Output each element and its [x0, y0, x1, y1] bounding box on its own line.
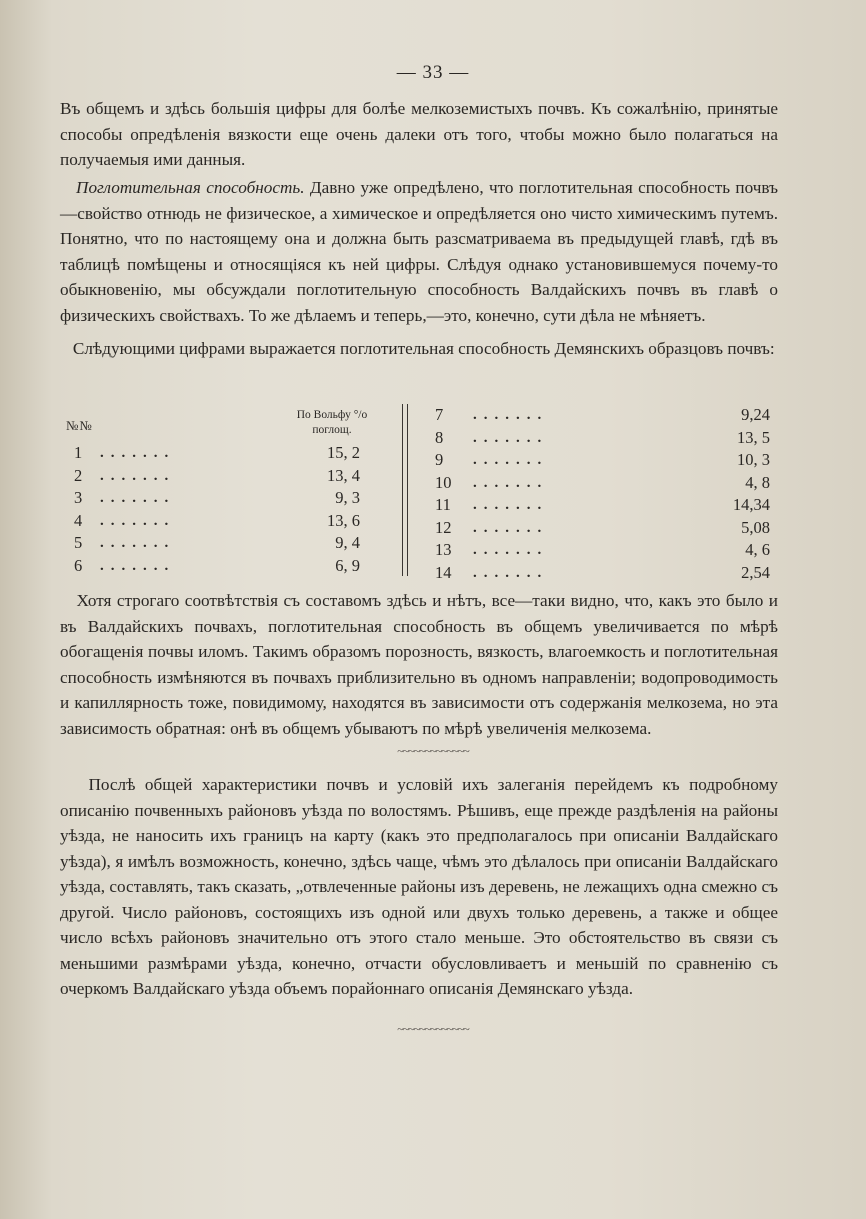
table-row: [435, 494, 780, 517]
table-row: [60, 532, 400, 555]
table-row: [60, 510, 400, 533]
leader-dots: .......: [100, 557, 176, 574]
table-row: [60, 487, 400, 510]
table-row: [60, 465, 400, 488]
absorption-value: 13, 6: [327, 510, 360, 530]
absorption-value: 10, 3: [737, 450, 770, 469]
leader-dots: .......: [473, 407, 549, 423]
section-title-absorption: Поглотительная способность.: [76, 178, 305, 197]
paragraph-table-intro-text: Слѣдующими цифрами выражается поглотительная способность Демянскихъ образцовъ почвъ:: [72, 339, 775, 358]
sample-number: 11: [435, 495, 451, 514]
sample-number: 4: [74, 510, 83, 530]
table-row: [435, 449, 780, 472]
leader-dots: .......: [100, 490, 176, 506]
absorption-value: 5,08: [741, 517, 770, 537]
absorption-value: 2,54: [741, 562, 770, 582]
absorption-value: 9, 3: [335, 488, 360, 507]
absorption-value: 4, 8: [745, 472, 770, 492]
sample-number: 3: [74, 488, 83, 507]
sample-number: 5: [74, 533, 83, 552]
leader-dots: .......: [473, 542, 549, 558]
paragraph-conclusion-text: Хотя строгаго соотвѣтствія съ составомъ здѣсь и нѣтъ, все—таки видно, что, какъ это было и въ Валдайскихъ почвахъ, поглотительная способность въ общемъ увеличивается по мѣрѣ обогащенія почвы иломъ. Такимъ образомъ порозность, вязкость, влагоемкость и поглотительная способность измѣняются въ почвахъ приблизительно въ одномъ направленіи; водопроводимость и капиллярность тоже, повидимому, находятся въ зависимости отъ содержанія мелкозема, но эта зависимость обратная: онѣ въ общемъ убываютъ по мѣрѣ увеличенія мелкозема.: [60, 591, 778, 738]
table-row: [435, 562, 780, 585]
page-number: — 33 —: [396, 62, 470, 83]
paragraph-conclusion: [60, 588, 778, 741]
sample-number: 14: [435, 562, 452, 582]
sample-number: 12: [435, 517, 452, 537]
sample-number: 2: [74, 465, 83, 485]
absorption-table: [60, 404, 780, 582]
absorption-value: 15, 2: [327, 443, 360, 462]
table-row: [435, 539, 780, 562]
sample-number: 13: [435, 540, 452, 559]
leader-dots: .......: [473, 564, 549, 581]
paragraph-absorption-body: Давно уже опредѣлено, что поглотительная способность почвъ—свойство отнюдь не физическое, а химическое и опредѣляется оно чисто химическимъ путемъ. Понятно, что по настоящему она и должна быть разсматриваема въ предыдущей главѣ, гдѣ въ таблицѣ помѣщены и относящіяся къ ней цифры. Слѣдуя однако установившемуся почему-то обыкновенію, мы обсуждали поглотительную способность Валдайскихъ почвъ въ главѣ о физическихъ свойствахъ. То же дѣлаемъ и теперь,—это, конечно, сути дѣла не мѣняетъ.: [60, 178, 778, 325]
leader-dots: .......: [100, 535, 176, 551]
table-row: [60, 442, 400, 465]
sample-number: 6: [74, 555, 83, 575]
table-left-rows: [60, 442, 400, 577]
leader-dots: .......: [473, 497, 549, 513]
section-ornament: ~~~~~~~~~~~~~: [397, 744, 469, 758]
paragraph-absorption: [60, 175, 778, 328]
sample-number: 9: [435, 450, 444, 469]
leader-dots: .......: [100, 512, 176, 529]
paragraph-viscosity: Въ общемъ и здѣсь большія цифры для болѣе мелкоземистыхъ почвъ. Къ сожалѣнію, принятые способы опредѣленія вязкости еще очень далеки отъ того, чтобы можно было полагаться на получаемыя ими данныя.: [60, 99, 778, 169]
table-row: [435, 517, 780, 540]
absorption-value: 13, 4: [327, 465, 360, 485]
leader-dots: .......: [473, 452, 549, 468]
absorption-value: 4, 6: [745, 540, 770, 559]
sample-number: 1: [74, 443, 83, 462]
table-row: [435, 404, 780, 427]
absorption-value: 6, 9: [335, 555, 360, 575]
absorption-value: 9,24: [741, 405, 770, 424]
paragraph-districts: [60, 772, 778, 1002]
leader-dots: .......: [100, 467, 176, 484]
paragraph-districts-text: Послѣ общей характеристики почвъ и условій ихъ залеганія перейдемъ къ подробному описанію почвенныхъ районовъ уѣзда по волостямъ. Рѣшивъ, еще прежде раздѣленія на районы уѣзда, не наносить ихъ границъ на карту (какъ это предполагалось при описаніи Валдайскаго уѣзда), я имѣлъ возможность, конечно, здѣсь чаще, чѣмъ это дѣлалось при описаніи Валдайскаго уѣзда, составлять, такъ сказать, „отвлеченные районы изъ деревень, не лежащихъ одна смежно съ другой. Число районовъ, состоящихъ изъ одной или двухъ только деревень, а также и общее число всѣхъ районовъ значительно отъ этого стало меньше. Это обстоятельство въ связи съ меньшими размѣрами уѣзда, конечно, отчасти обусловливаетъ и меньшій по сравненію съ очеркомъ Валдайскаго уѣзда объемъ порайоннаго описанія Демянскаго уѣзда.: [60, 775, 778, 998]
absorption-value: 13, 5: [737, 427, 770, 447]
end-ornament: ~~~~~~~~~~~~~: [397, 1022, 469, 1036]
sample-number: 8: [435, 427, 444, 447]
leader-dots: .......: [473, 474, 549, 491]
table-divider: [402, 404, 408, 576]
table-right-rows: [435, 404, 780, 584]
sample-number: 10: [435, 472, 452, 492]
table-header-value: По Вольфу °/o поглощ.: [296, 409, 368, 436]
sample-number: 7: [435, 405, 444, 424]
leader-dots: .......: [473, 519, 549, 536]
absorption-value: 9, 4: [335, 533, 360, 552]
paragraph-table-intro: [60, 336, 778, 362]
table-row: [435, 427, 780, 450]
leader-dots: .......: [100, 445, 176, 461]
table-row: [435, 472, 780, 495]
table-header-number: №№: [66, 418, 93, 433]
table-row: [60, 555, 400, 578]
absorption-value: 14,34: [732, 495, 770, 514]
leader-dots: .......: [473, 429, 549, 446]
